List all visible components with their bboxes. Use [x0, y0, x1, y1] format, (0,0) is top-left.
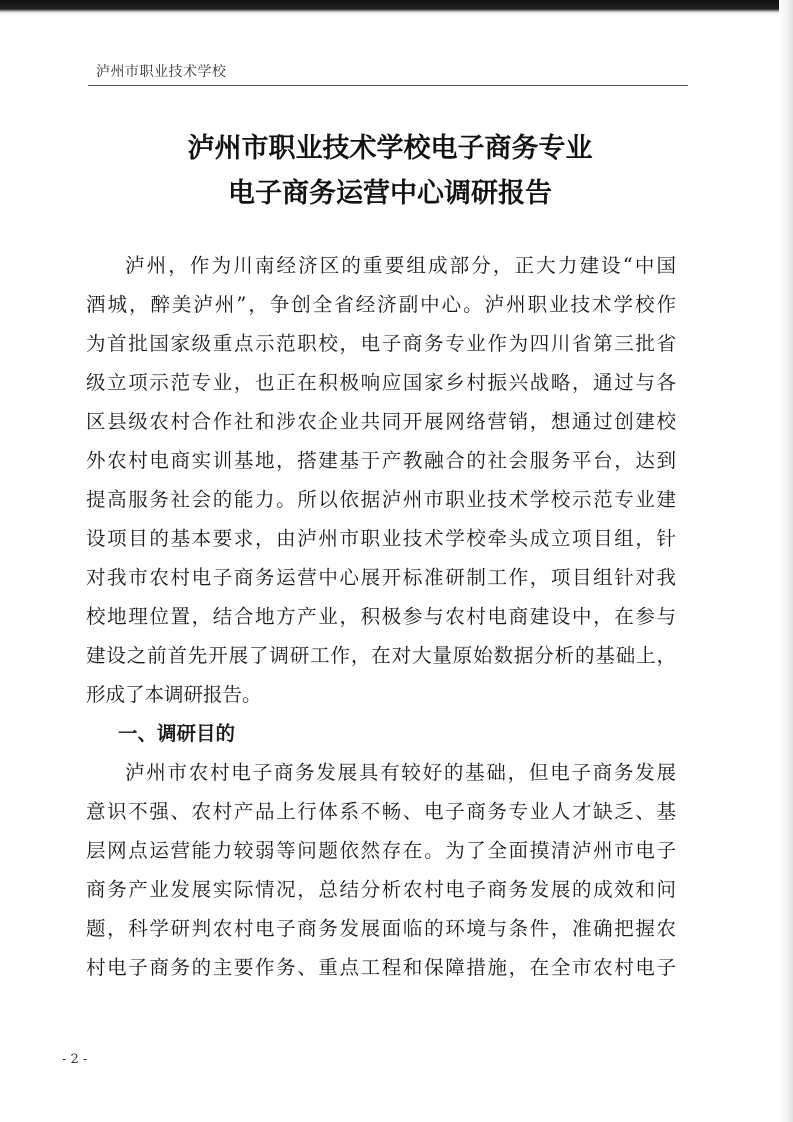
paragraph-line: 设项目的基本要求，由泸州市职业技术学校牵头成立项目组，针	[86, 527, 676, 550]
paragraph-line: 级立项示范专业，也正在积极响应国家乡村振兴战略，通过与各	[86, 371, 676, 394]
paragraph-line: 区县级农村合作社和涉农企业共同开展网络营销，想通过创建校	[86, 410, 676, 433]
document-body	[86, 246, 676, 987]
paragraph-line: 对我市农村电子商务运营中心展开标准研制工作，项目组针对我	[86, 566, 676, 589]
paragraph-line: 形成了本调研报告。	[86, 683, 262, 706]
page-number: - 2 -	[62, 1052, 88, 1067]
paragraph-line: 意识不强、农村产品上行体系不畅、电子商务专业人才缺乏、基	[86, 800, 676, 823]
paragraph-line: 提高服务社会的能力。所以依据泸州市职业技术学校示范专业建	[86, 488, 676, 511]
paragraph-line: 校地理位置，结合地方产业，积极参与农村电商建设中，在参与	[86, 605, 676, 628]
paragraph-line: 村电子商务的主要作务、重点工程和保障措施，在全市农村电子	[86, 956, 676, 979]
paragraph-line: 商务产业发展实际情况，总结分析农村电子商务发展的成效和问	[86, 878, 676, 901]
title-line-2: 电子商务运营中心调研报告	[228, 178, 552, 209]
running-header: 泸州市职业技术学校	[96, 64, 227, 80]
paragraph-line: 泸州市农村电子商务发展具有较好的基础，但电子商务发展	[125, 761, 676, 784]
paragraph-line: 外农村电商实训基地，搭建基于产教融合的社会服务平台，达到	[86, 449, 676, 472]
paragraph-line: 建设之前首先开展了调研工作，在对大量原始数据分析的基础上，	[86, 644, 676, 667]
section-heading: 一、调研目的	[118, 722, 236, 745]
paragraph-line: 题，科学研判农村电子商务发展面临的环境与条件，准确把握农	[86, 917, 676, 940]
header-divider	[88, 85, 688, 86]
paragraph-line: 层网点运营能力较弱等问题依然存在。为了全面摸清泸州市电子	[86, 839, 676, 862]
title-line-1: 泸州市职业技术学校电子商务专业	[187, 133, 593, 164]
document-title	[90, 126, 690, 216]
paragraph-line: 泸州，作为川南经济区的重要组成部分，正大力建设“中国	[125, 254, 676, 277]
paragraph-line: 为首批国家级重点示范职校，电子商务专业作为四川省第三批省	[86, 332, 676, 355]
paragraph-line: 酒城，醉美泸州”，争创全省经济副中心。泸州职业技术学校作	[86, 293, 676, 316]
